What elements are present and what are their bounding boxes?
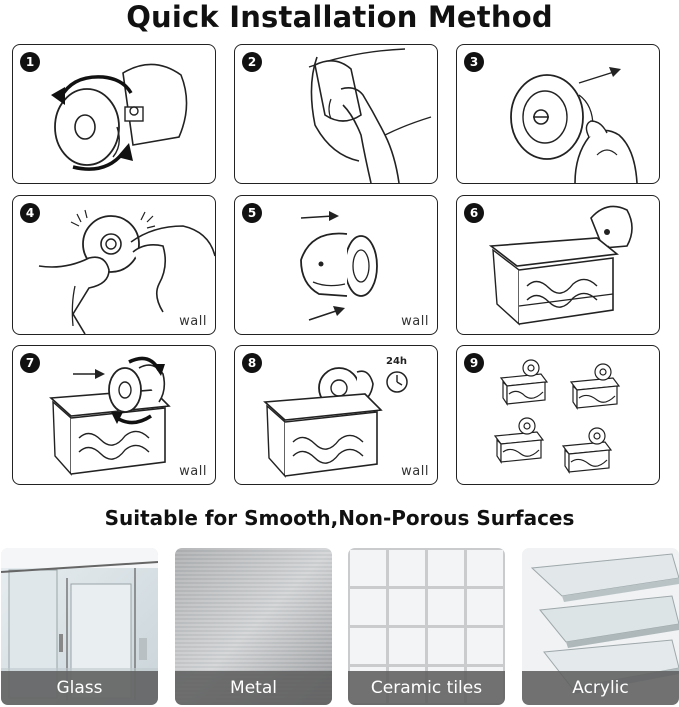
step-8-panel [234, 345, 438, 485]
surface-acrylic [522, 548, 679, 705]
surface-ceramic-tiles [348, 548, 505, 705]
suction-cup-disassembly-illustration [13, 45, 216, 184]
step-2-panel [234, 44, 438, 184]
step-number-badge: 5 [242, 203, 262, 223]
surface-metal [175, 548, 332, 705]
step-number-badge: 1 [20, 52, 40, 72]
page-title: Quick Installation Method [126, 0, 553, 34]
surface-glass [1, 548, 158, 705]
step-4-panel [12, 195, 216, 335]
step-1-panel [12, 44, 216, 184]
surface-label: Glass [1, 671, 158, 705]
step-number-badge: 9 [464, 353, 484, 373]
step-number-badge: 8 [242, 353, 262, 373]
step-number-badge: 4 [20, 203, 40, 223]
step-number-badge: 3 [464, 52, 484, 72]
step-9-panel [456, 345, 660, 485]
step-7-panel [12, 345, 216, 485]
hang-basket-illustration [457, 196, 660, 335]
step-3-panel [456, 44, 660, 184]
finished-baskets-illustration [457, 346, 660, 485]
step-6-panel [456, 195, 660, 335]
surfaces-heading: Suitable for Smooth,Non-Porous Surfaces [104, 506, 575, 530]
peel-film-illustration [457, 45, 660, 184]
cleaning-surface-illustration [235, 45, 438, 184]
step-5-panel [234, 195, 438, 335]
wall-label: wall [401, 464, 429, 479]
step-number-badge: 7 [20, 353, 40, 373]
surface-label: Acrylic [522, 671, 679, 705]
basket-icon [501, 360, 547, 404]
wall-label: wall [179, 314, 207, 329]
wait-time-label: 24h [386, 356, 408, 367]
surface-label: Ceramic tiles [348, 671, 505, 705]
wall-label: wall [401, 314, 429, 329]
step-number-badge: 2 [242, 52, 262, 72]
surface-label: Metal [175, 671, 332, 705]
wall-label: wall [179, 464, 207, 479]
step-number-badge: 6 [464, 203, 484, 223]
